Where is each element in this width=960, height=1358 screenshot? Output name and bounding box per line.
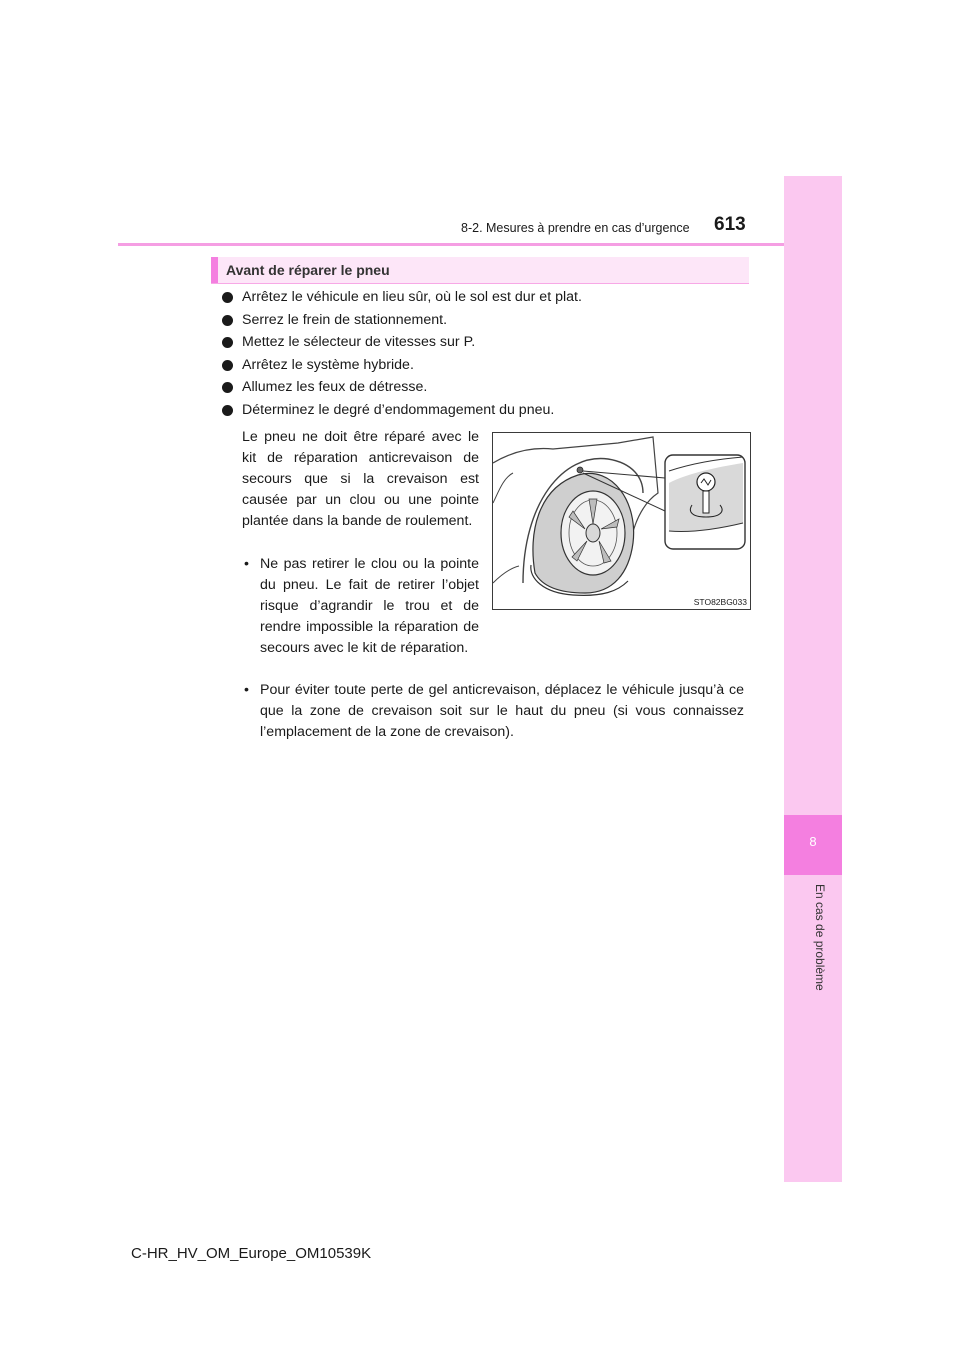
page-number: 613 (714, 214, 746, 235)
bullet-text: Mettez le sélecteur de vitesses sur P. (242, 334, 476, 350)
list-item (222, 331, 762, 354)
sub-item-text: Ne pas retirer le clou ou la pointe du pneu. Le fait de retirer l’objet risque d’agrandir le trou et de rendre impossible la réparation de secours avec le kit de réparation. (260, 556, 479, 656)
bullet-text: Allumez les feux de détresse. (242, 379, 428, 395)
chapter-side-tab (784, 176, 842, 1182)
section-heading: Avant de réparer le pneu (226, 262, 390, 278)
list-item (222, 286, 762, 309)
sub-list-item (242, 554, 479, 659)
chapter-number: 8 (809, 834, 817, 849)
list-item (222, 399, 762, 422)
bullet-text: Arrêtez le véhicule en lieu sûr, où le sol est dur et plat. (242, 289, 582, 305)
heading-accent-bar (211, 257, 218, 283)
bullet-dot-icon (222, 337, 233, 348)
sub-list-item (242, 680, 744, 743)
bullet-dot-icon (222, 382, 233, 393)
bullet-text: Arrêtez le système hybride. (242, 356, 414, 373)
chapter-title: En cas de problème (813, 884, 827, 991)
document-code-footer: C-HR_HV_OM_Europe_OM10539K (131, 1245, 372, 1262)
sub-bullet-mark: • (244, 682, 249, 698)
bullet-text: Déterminez le degré d’endommagement du pneu. (242, 401, 555, 418)
bullet-dot-icon (222, 360, 233, 371)
tire-drawing (493, 433, 750, 609)
sub-bullet-mark: • (244, 556, 249, 572)
bullet-list (222, 286, 762, 421)
bullet-text: Serrez le frein de stationnement. (242, 311, 448, 328)
list-item (222, 309, 762, 332)
explanation-paragraph: Le pneu ne doit être réparé avec le kit de réparation anticrevaison de secours que si la crevaison est causée par un clou ou une pointe plantée dans la bande de roulement. (242, 429, 479, 529)
tire-puncture-illustration (492, 432, 751, 610)
list-item (222, 376, 762, 399)
sub-list-narrow (242, 554, 479, 659)
bullet-dot-icon (222, 292, 233, 303)
sub-item-text: Pour éviter toute perte de gel anticrevaison, déplacez le véhicule jusqu’à ce que la zone de crevaison soit sur le haut du pneu (si vous connaissez l’emplacement de la zone de crevaison). (260, 682, 744, 740)
section-heading-box (211, 257, 749, 284)
section-title: 8-2. Mesures à prendre en cas d’urgence (461, 221, 690, 235)
list-item (222, 354, 762, 377)
bullet-dot-icon (222, 405, 233, 416)
figure-code: STO82BG033 (693, 597, 747, 607)
sub-list-wide (242, 680, 744, 743)
bullet-dot-icon (222, 315, 233, 326)
header-divider (118, 243, 784, 246)
